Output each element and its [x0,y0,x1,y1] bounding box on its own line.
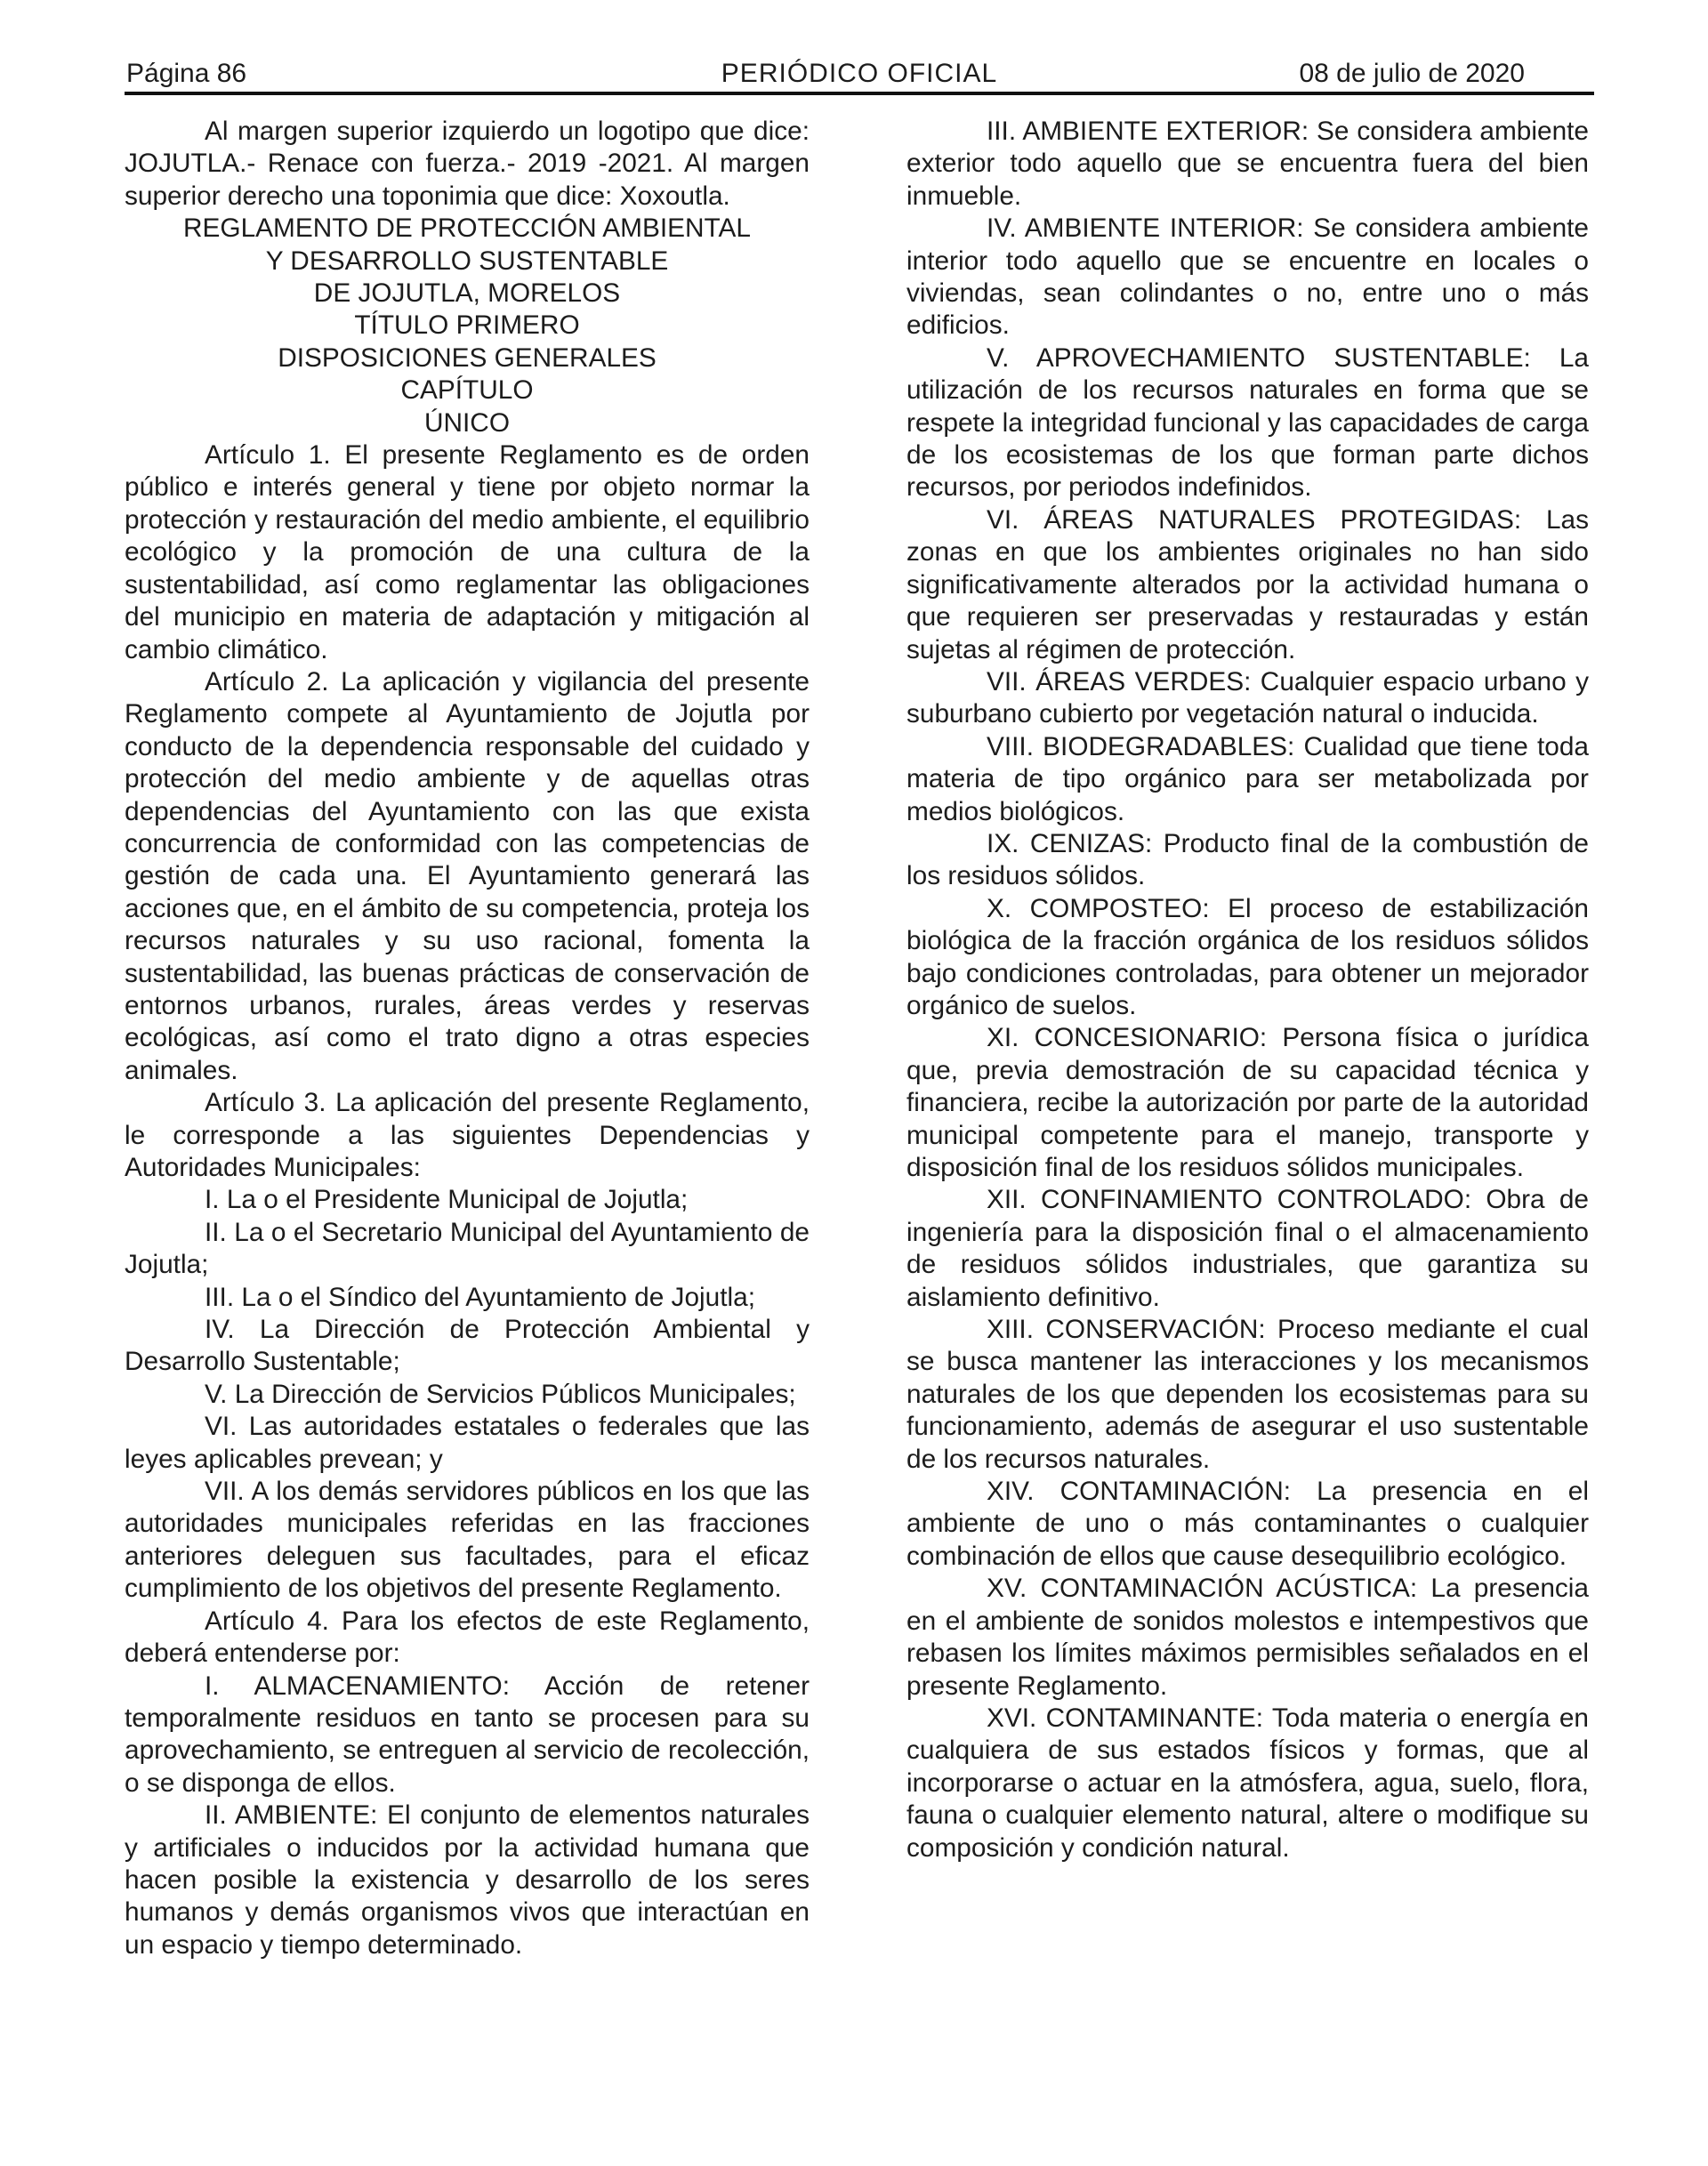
paragraph: XIV. CONTAMINACIÓN: La presencia en el ambiente de uno o más contaminantes o cualquier combinación de ellos que cause desequilibrio ecológico. [906,1477,1589,1571]
paragraph: III. AMBIENTE EXTERIOR: Se considera ambiente exterior todo aquello que se encuentra fuera del bien inmueble. [906,117,1589,211]
paragraph: XV. CONTAMINACIÓN ACÚSTICA: La presencia en el ambiente de sonidos molestos e intempestivos que rebasen los límites máximos permisibles señalados en el presente Reglamento. [906,1574,1589,1701]
section-heading: DE JOJUTLA, MORELOS [313,278,621,309]
paragraph: I. La o el Presidente Municipal de Jojutla; [205,1185,689,1215]
paragraph: XII. CONFINAMIENTO CONTROLADO: Obra de ingeniería para la disposición final o el almacenamiento de residuos sólidos industriales, que garantiza su aislamiento definitivo. [906,1185,1589,1312]
section-heading: CAPÍTULO [400,375,534,406]
page-number: Página 86 [126,59,247,88]
section-heading: ÚNICO [423,407,510,438]
paragraph: I. ALMACENAMIENTO: Acción de retener temporalmente residuos en tanto se procesen para su aprovechamiento, se entreguen al servicio de recolección, o se disponga de ellos. [125,1671,810,1798]
paragraph: V. La Dirección de Servicios Públicos Municipales; [205,1379,796,1409]
paragraph: IV. La Dirección de Protección Ambiental y Desarrollo Sustentable; [125,1315,810,1377]
section-heading: Y DESARROLLO SUSTENTABLE [265,246,669,276]
paragraph: X. COMPOSTEO: El proceso de estabilización biológica de la fracción orgánica de los residuos sólidos bajo condiciones controladas, para obtener un mejorador orgánico de suelos. [906,893,1589,1020]
section-heading: REGLAMENTO DE PROTECCIÓN AMBIENTAL [183,213,751,244]
paragraph: VII. ÁREAS VERDES: Cualquier espacio urbano y suburbano cubierto por vegetación natural o inducida. [906,666,1589,729]
paragraph: II. AMBIENTE: El conjunto de elementos naturales y artificiales o inducidos por la actividad humana que hacen posible la existencia y desarrollo de los seres humanos y demás organismos vivos que interactúan en un espacio y tiempo determinado. [125,1800,810,1960]
paragraph: Artículo 1. El presente Reglamento es de orden público e interés general y tiene por objeto normar la protección y restauración del medio ambiente, el equilibrio ecológico y la promoción de una cultura de la sustentabilidad, así como reglamentar las obligaciones del municipio en materia de adaptación y mitigación al cambio climático. [125,440,810,664]
paragraph: IX. CENIZAS: Producto final de la combustión de los residuos sólidos. [906,828,1589,891]
paragraph: II. La o el Secretario Municipal del Ayuntamiento de Jojutla; [125,1217,810,1280]
paragraph: V. APROVECHAMIENTO SUSTENTABLE: La utilización de los recursos naturales en forma que se respete la integridad funcional y las capacidades de carga de los ecosistemas de los que forman parte dichos recursos, por periodos indefinidos. [906,342,1589,503]
paragraph: Artículo 4. Para los efectos de este Reglamento, deberá entenderse por: [125,1606,810,1669]
publication-date: 08 de julio de 2020 [1299,59,1525,88]
publication-title: PERIÓDICO OFICIAL [721,59,998,88]
paragraph: Artículo 2. La aplicación y vigilancia del presente Reglamento compete al Ayuntamiento de Jojutla por conducto de la dependencia responsable del cuidado y protección del medio ambiente y de aquellas otras dependencias del Ayuntamiento con las que exista concurrencia de conformidad con las competencias de gestión de cada una. El Ayuntamiento generará las acciones que, en el ámbito de su competencia, proteja los recursos naturales y su uso racional, fomenta la sustentabilidad, las buenas prácticas de conservación de entornos urbanos, rurales, áreas verdes y reservas ecológicas, así como el trato digno a otras especies animales. [125,666,810,1085]
paragraph: XI. CONCESIONARIO: Persona física o jurídica que, previa demostración de su capacidad técnica y financiera, recibe la autorización por parte de la autoridad municipal competente para el manejo, transporte y disposición final de los residuos sólidos municipales. [906,1023,1589,1182]
paragraph: VII. A los demás servidores públicos en los que las autoridades municipales referidas en las fracciones anteriores deleguen sus facultades, para el eficaz cumplimiento de los objetivos del presente Reglamento. [125,1477,810,1604]
left-column [125,116,810,1961]
paragraph: IV. AMBIENTE INTERIOR: Se considera ambiente interior todo aquello que se encuentre en locales o viviendas, sean colindantes o no, entre uno o más edificios. [906,213,1589,341]
paragraph: VI. ÁREAS NATURALES PROTEGIDAS: Las zonas en que los ambientes originales no han sido significativamente alterados por la actividad humana o que requieren ser preservadas y restauradas y están sujetas al régimen de protección. [906,504,1589,664]
paragraph: VIII. BIODEGRADABLES: Cualidad que tiene toda materia de tipo orgánico para ser metabolizada por medios biológicos. [906,731,1589,826]
paragraph: VI. Las autoridades estatales o federales que las leyes aplicables prevean; y [125,1412,810,1474]
paragraph: Al margen superior izquierdo un logotipo que dice: JOJUTLA.- Renace con fuerza.- 2019 -2021. Al margen superior derecho una toponimia que dice: Xoxoutla. [125,117,810,211]
header-rule [125,92,1594,95]
paragraph: XVI. CONTAMINANTE: Toda materia o energía en cualquiera de sus estados físicos y formas, que al incorporarse o actuar en la atmósfera, agua, suelo, flora, fauna o cualquier elemento natural, altere o modifique su composición y condición natural. [906,1703,1589,1863]
paragraph: III. La o el Síndico del Ayuntamiento de Jojutla; [205,1282,755,1312]
page-header [125,52,1594,93]
section-heading: TÍTULO PRIMERO [354,310,580,341]
paragraph: XIII. CONSERVACIÓN: Proceso mediante el cual se busca mantener las interacciones y los mecanismos naturales de los que dependen los ecosistemas para su funcionamiento, además de asegurar el uso sustentable de los recursos naturales. [906,1315,1589,1474]
section-heading: DISPOSICIONES GENERALES [278,342,657,373]
right-column [906,116,1589,1864]
paragraph: Artículo 3. La aplicación del presente Reglamento, le corresponde a las siguientes Dependencias y Autoridades Municipales: [125,1088,810,1182]
